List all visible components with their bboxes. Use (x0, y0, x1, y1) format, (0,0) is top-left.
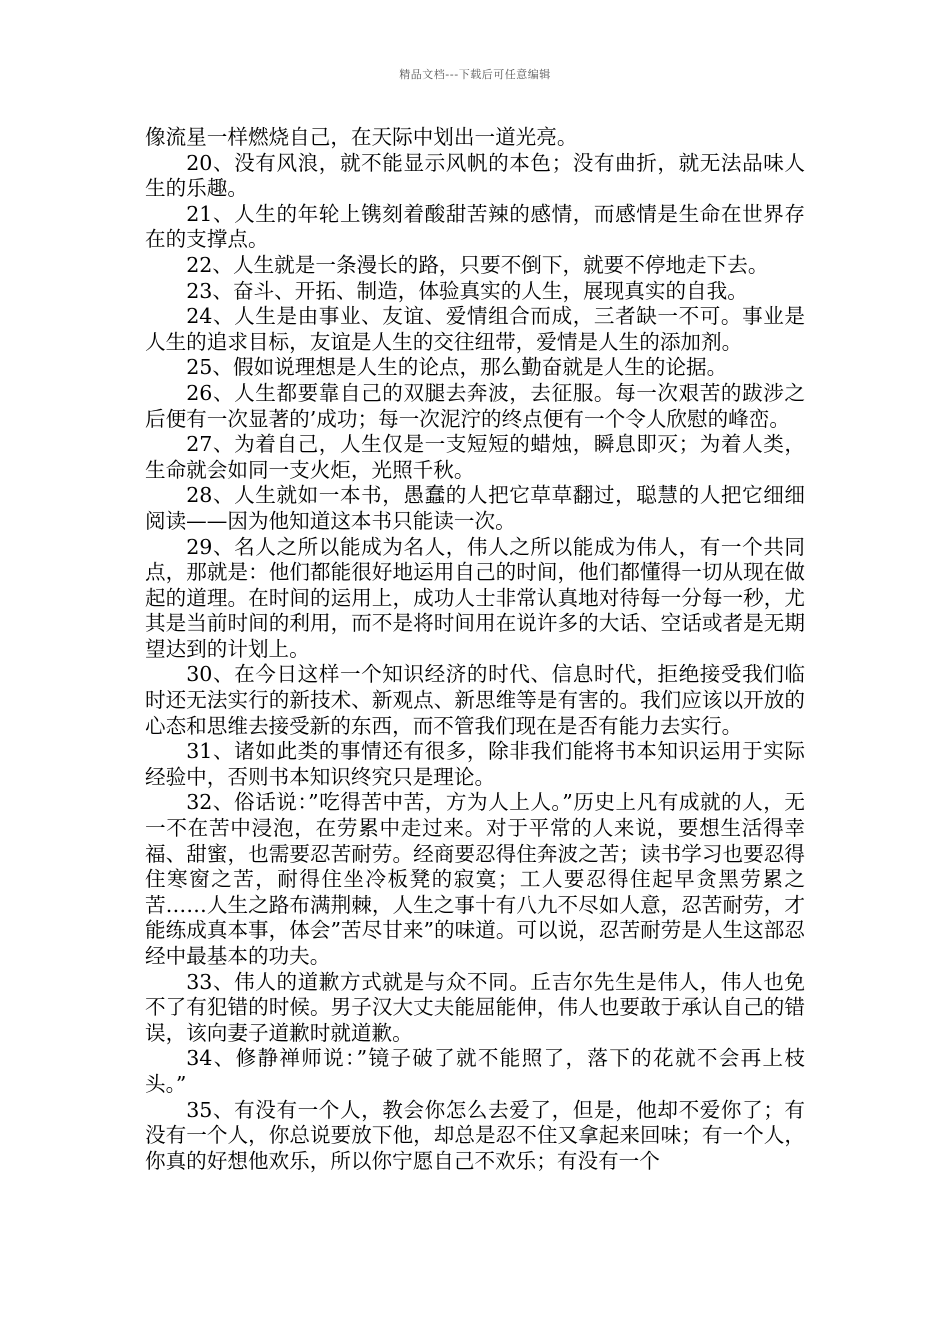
paragraph: 34、修静禅师说：”镜子破了就不能照了，落下的花就不会再上枝头。” (145, 1046, 805, 1096)
document-body (145, 125, 805, 1174)
paragraph: 21、人生的年轮上镌刻着酸甜苦辣的感情，而感情是生命在世界存在的支撑点。 (145, 201, 805, 252)
paragraph: 像流星一样燃烧自己，在天际中划出一道光亮。 (145, 125, 578, 149)
paragraph: 28、人生就如一本书，愚蠢的人把它草草翻过，聪慧的人把它细细阅读——因为他知道这本书只能读一次。 (145, 483, 805, 533)
paragraph: 31、诸如此类的事情还有很多，除非我们能将书本知识运用于实际经验中，否则书本知识终究只是理论。 (145, 739, 805, 789)
paragraph: 35、有没有一个人，教会你怎么去爱了，但是，他却不爱你了；有没有一个人，你总说要放下他，却总是忍不住又拿起来回味；有一个人，你真的好想他欢乐，所以你宁愿自己不欢乐；有没有一个 (145, 1097, 805, 1173)
paragraph: 24、人生是由事业、友谊、爱情组合而成，三者缺一不可。事业是人生的追求目标，友谊是人生的交往纽带，爱情是人生的添加剂。 (145, 304, 805, 354)
paragraph: 33、伟人的道歉方式就是与众不同。丘吉尔先生是伟人，伟人也免不了有犯错的时候。男子汉大丈夫能屈能伸，伟人也要敢于承认自己的错误，该向妻子道歉时就道歉。 (145, 969, 805, 1045)
paragraph: 25、假如说理想是人生的论点，那么勤奋就是人生的论据。 (186, 355, 728, 380)
paragraph: 20、没有风浪，就不能显示风帆的本色；没有曲折，就无法品味人生的乐趣。 (145, 150, 805, 201)
page-header: 精品文档---下载后可任意编辑 (399, 68, 551, 81)
paragraph: 32、俗话说：”吃得苦中苦，方为人上人。”历史上凡有成就的人，无一不在苦中浸泡，在劳累中走过来。对于平常的人来说，要想生活得幸福、甜蜜，也需要忍苦耐劳。经商要忍得住奔波之苦；读书学习也要忍得住寒窗之苦，耐得住坐冷板凳的寂寞；工人要忍得住起早贪黑劳累之苦……人生之路布满荆棘，人生之事十有八九不尽如人意，忍苦耐劳，才能练成真本事，体会”苦尽甘来”的味道。可以说，忍苦耐劳是人生这部忍经中最基本的功夫。 (145, 790, 805, 968)
paragraph: 23、奋斗、开拓、制造，体验真实的人生，展现真实的自我。 (186, 278, 748, 303)
paragraph: 30、在今日这样一个知识经济的时代、信息时代，拒绝接受我们临时还无法实行的新技术、新观点、新思维等是有害的。我们应该以开放的心态和思维去接受新的东西，而不管我们现在是否有能力去实行。 (145, 662, 805, 738)
paragraph: 27、为着自己，人生仅是一支短短的蜡烛，瞬息即灭；为着人类，生命就会如同一支火炬，光照千秋。 (145, 432, 805, 482)
paragraph: 26、人生都要靠自己的双腿去奔波，去征服。每一次艰苦的跋涉之后便有一次显著的’成功；每一次泥泞的终点便有一个令人欣慰的峰峦。 (145, 380, 805, 431)
paragraph: 22、人生就是一条漫长的路，只要不倒下，就要不停地走下去。 (186, 252, 769, 277)
paragraph: 29、名人之所以能成为名人，伟人之所以能成为伟人，有一个共同点，那就是：他们都能很好地运用自己的时间，他们都懂得一切从现在做起的道理。在时间的运用上，成功人士非常认真地对待每一分每一秒，尤其是当前时间的利用，而不是将时间用在说许多的大话、空话或者是无期望达到的计划上。 (145, 534, 805, 661)
